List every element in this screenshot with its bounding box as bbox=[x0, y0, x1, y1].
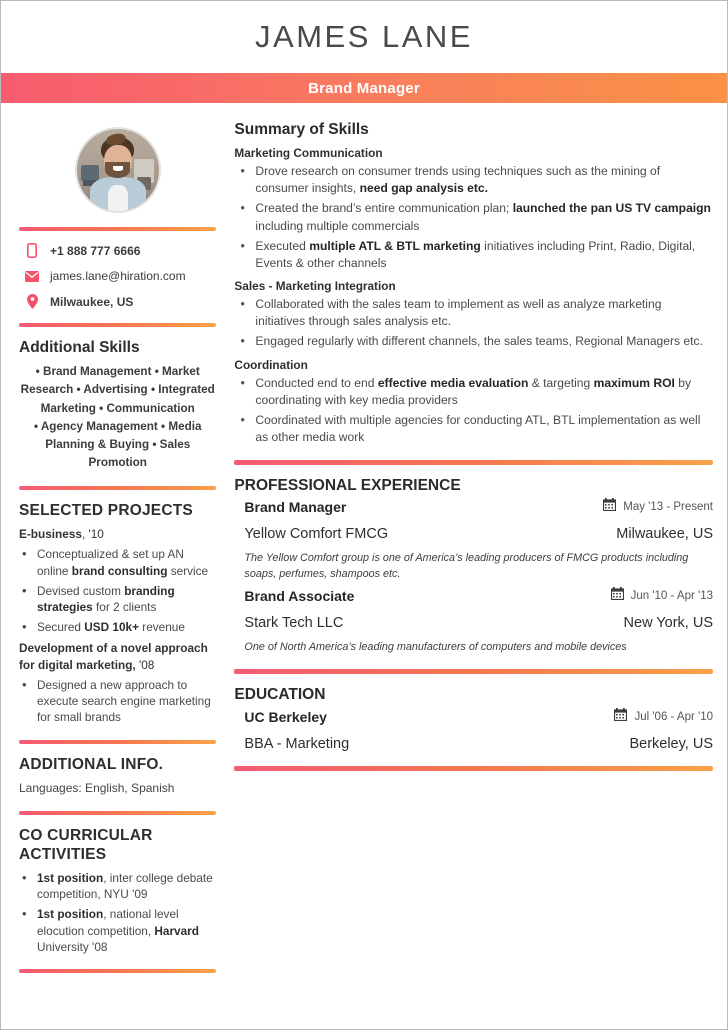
project-title bbox=[19, 640, 216, 674]
summary-subheading: Sales - Marketing Integration bbox=[234, 279, 396, 294]
summary-bullet-list bbox=[234, 375, 713, 447]
plain-text: including multiple commercials bbox=[255, 218, 420, 233]
plain-text: , inter college debate competition, NYU '09 bbox=[37, 870, 213, 902]
emphasis-text: 1st position bbox=[37, 870, 104, 885]
additional-skills-line-2: • Agency Management • Media Planning & Buying • Sales Promotion bbox=[33, 419, 202, 469]
contact-location-row[interactable] bbox=[25, 294, 216, 309]
plain-text: Executed bbox=[255, 238, 310, 253]
contact-phone-row[interactable] bbox=[25, 243, 216, 258]
plain-text: Collaborated with the sales team to implement as well as analyze marketing initiatives through sales analysis etc. bbox=[255, 297, 662, 329]
plain-text: Secured bbox=[37, 620, 85, 635]
list-item bbox=[234, 296, 713, 330]
project-bullet-list bbox=[19, 677, 216, 726]
plain-text: Conceptualized & set up AN online bbox=[37, 547, 184, 578]
job-title: Brand Manager bbox=[308, 79, 420, 97]
plain-text: revenue bbox=[138, 620, 185, 635]
divider-education-top bbox=[234, 669, 713, 674]
list-item bbox=[234, 412, 713, 446]
list-item bbox=[234, 238, 713, 272]
sidebar bbox=[1, 103, 228, 985]
contact-block bbox=[25, 243, 216, 309]
divider-sidebar-bottom bbox=[19, 969, 216, 973]
education-degree-row bbox=[234, 736, 713, 752]
plain-text: service bbox=[167, 563, 209, 578]
list-item bbox=[234, 200, 713, 234]
phone-icon bbox=[25, 243, 39, 258]
experience-date-wrap bbox=[603, 498, 713, 516]
experience-org-row bbox=[234, 526, 713, 542]
summary-bullet-list bbox=[234, 296, 713, 351]
education-list bbox=[234, 708, 713, 752]
emphasis-text: maximum ROI bbox=[593, 375, 675, 390]
additional-info-heading: ADDITIONAL INFO. bbox=[19, 755, 164, 773]
section-education bbox=[234, 686, 713, 752]
location-text: Milwaukee, US bbox=[50, 294, 134, 309]
additional-skills-heading: Additional Skills bbox=[19, 339, 140, 356]
list-item bbox=[19, 870, 216, 903]
plain-text: for 2 clients bbox=[92, 600, 157, 615]
plain-text: by coordinating with key media providers bbox=[255, 375, 692, 407]
plain-text: initiatives including Print, Radio, Digital, Events & other channels bbox=[255, 238, 696, 270]
summary-subheading: Coordination bbox=[234, 357, 308, 372]
calendar-icon bbox=[614, 708, 627, 726]
divider-contact-top bbox=[19, 227, 216, 231]
additional-skills-line-1: • Brand Management • Market Research • Advertising • Integrated Marketing • Communication bbox=[20, 365, 215, 415]
plain-text: Designed a new approach to execute search engine marketing for small brands bbox=[37, 677, 211, 725]
experience-list bbox=[234, 498, 713, 655]
page-title: JAMES LANE bbox=[255, 19, 473, 54]
list-item bbox=[19, 619, 216, 635]
co-curricular-heading: CO CURRICULAR ACTIVITIES bbox=[19, 827, 153, 863]
list-item bbox=[234, 375, 713, 409]
location-pin-icon bbox=[25, 294, 39, 309]
main-content bbox=[228, 103, 727, 985]
emphasis-text: branding strategies bbox=[37, 583, 175, 615]
additional-info-text: Languages: English, Spanish bbox=[19, 781, 175, 795]
plain-text: Created the brand’s entire communication plan; bbox=[255, 201, 513, 216]
experience-date-wrap bbox=[611, 587, 713, 605]
experience-role-row bbox=[234, 498, 713, 516]
list-item bbox=[19, 906, 216, 955]
plain-text: Devised custom bbox=[37, 583, 125, 598]
emphasis-text: need gap analysis etc. bbox=[359, 181, 488, 196]
divider-projects-top bbox=[19, 486, 216, 490]
contact-email-row[interactable] bbox=[25, 269, 216, 283]
emphasis-text: 1st position bbox=[37, 907, 104, 922]
plain-text: & targeting bbox=[528, 375, 594, 390]
divider-cocurricular-top bbox=[19, 811, 216, 815]
section-co-curricular bbox=[19, 827, 216, 955]
education-dates: Jul '06 - Apr '10 bbox=[634, 711, 713, 724]
experience-dates: Jun '10 - Apr '13 bbox=[630, 589, 713, 602]
selected-projects-heading: SELECTED PROJECTS bbox=[19, 502, 193, 520]
project-title bbox=[19, 526, 216, 543]
list-item bbox=[234, 333, 713, 350]
plain-text: Conducted end to end bbox=[255, 375, 378, 390]
education-entry bbox=[234, 708, 713, 752]
divider-skills-top bbox=[19, 323, 216, 327]
experience-entry bbox=[234, 587, 713, 656]
emphasis-text: USD 10k+ bbox=[84, 620, 139, 635]
envelope-icon bbox=[25, 271, 39, 282]
project-bullet-list bbox=[19, 546, 216, 635]
experience-description: One of North America’s leading manufacturers of computers and mobile devices bbox=[244, 640, 627, 653]
project-title-year: , '10 bbox=[81, 527, 104, 542]
experience-location: New York, US bbox=[623, 614, 713, 631]
summary-bullet-list bbox=[234, 163, 713, 272]
education-heading: EDUCATION bbox=[234, 686, 326, 704]
experience-organization: Stark Tech LLC bbox=[244, 614, 344, 631]
calendar-icon bbox=[611, 587, 624, 605]
emphasis-text: Harvard bbox=[154, 923, 199, 938]
co-curricular-list bbox=[19, 870, 216, 955]
experience-location: Milwaukee, US bbox=[616, 526, 713, 543]
plain-text: Coordinated with multiple agencies for conducting ATL, BTL implementation as well as other media work bbox=[255, 412, 701, 445]
list-item bbox=[234, 163, 713, 197]
section-summary-of-skills bbox=[234, 121, 713, 446]
project-title-bold: Development of a novel approach for digital marketing, bbox=[19, 640, 208, 672]
project-title-bold: E-business bbox=[19, 527, 82, 542]
list-item bbox=[19, 677, 216, 726]
email-text: james.lane@hiration.com bbox=[50, 269, 186, 283]
section-selected-projects bbox=[19, 502, 216, 726]
list-item bbox=[19, 583, 216, 616]
emphasis-text: launched the pan US TV campaign bbox=[512, 201, 711, 216]
section-additional-skills bbox=[19, 339, 216, 472]
experience-dates: May '13 - Present bbox=[623, 501, 713, 514]
plain-text: Engaged regularly with different channels, the sales teams, Regional Managers etc. bbox=[255, 334, 703, 349]
divider-experience-top bbox=[234, 460, 713, 465]
emphasis-text: brand consulting bbox=[71, 563, 168, 578]
experience-description: The Yellow Comfort group is one of America’s leading producers of FMCG products including soaps, perfumes, shampoos etc. bbox=[244, 552, 689, 580]
plain-text: University '08 bbox=[37, 940, 108, 955]
list-item bbox=[19, 546, 216, 579]
experience-role-row bbox=[234, 587, 713, 605]
calendar-icon bbox=[603, 498, 616, 516]
education-school: UC Berkeley bbox=[244, 709, 327, 726]
name-band bbox=[1, 1, 727, 73]
job-title-band bbox=[1, 73, 727, 103]
experience-role: Brand Manager bbox=[244, 499, 347, 516]
divider-additional-info-top bbox=[19, 740, 216, 744]
experience-role: Brand Associate bbox=[244, 587, 355, 604]
experience-organization: Yellow Comfort FMCG bbox=[244, 526, 389, 543]
emphasis-text: multiple ATL & BTL marketing bbox=[309, 238, 481, 253]
section-professional-experience bbox=[234, 477, 713, 655]
resume-body bbox=[1, 103, 727, 985]
experience-entry bbox=[234, 498, 713, 582]
project-title-year: '08 bbox=[135, 657, 155, 672]
experience-org-row bbox=[234, 615, 713, 631]
summary-heading: Summary of Skills bbox=[234, 121, 369, 138]
experience-heading: PROFESSIONAL EXPERIENCE bbox=[234, 477, 461, 495]
education-location: Berkeley, US bbox=[629, 736, 713, 753]
summary-subheading: Marketing Communication bbox=[234, 146, 383, 160]
plain-text: , national level elocution competition, bbox=[37, 907, 179, 938]
divider-education-bottom bbox=[234, 766, 713, 771]
section-additional-info bbox=[19, 756, 216, 798]
emphasis-text: effective media evaluation bbox=[377, 375, 529, 390]
avatar bbox=[75, 127, 161, 213]
selected-projects-list bbox=[19, 526, 216, 725]
avatar-wrap bbox=[19, 127, 216, 213]
education-school-row bbox=[234, 708, 713, 726]
phone-text: +1 888 777 6666 bbox=[50, 243, 141, 258]
summary-groups bbox=[234, 146, 713, 446]
plain-text: Drove research on consumer trends using techniques such as the mining of consumer insights, bbox=[255, 164, 661, 196]
education-date-wrap bbox=[614, 708, 713, 726]
education-degree: BBA - Marketing bbox=[244, 736, 350, 753]
